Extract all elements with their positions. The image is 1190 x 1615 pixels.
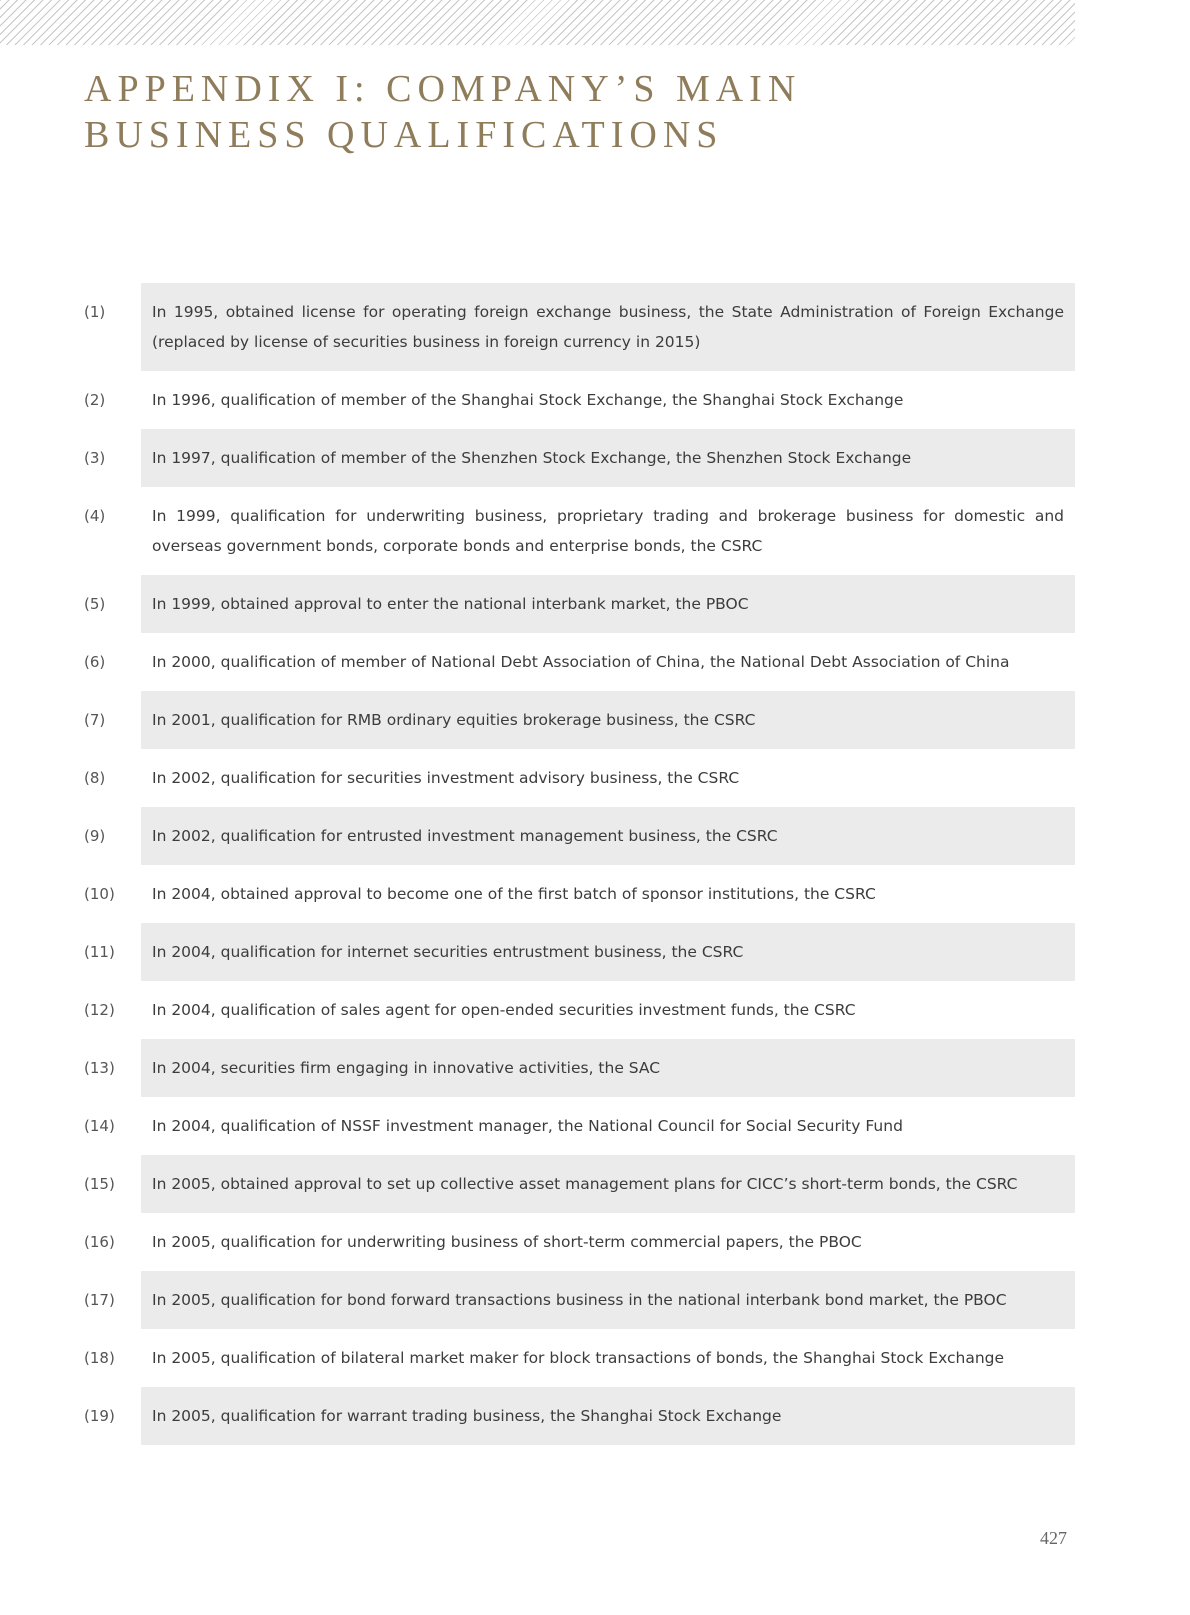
list-item — [0, 575, 1190, 633]
item-text: In 1999, qualification for underwriting business, proprietary trading and brokerage business for domestic and overseas government bonds, corporate bonds and enterprise bonds, the CSRC — [152, 507, 1064, 555]
item-box — [141, 283, 1075, 371]
list-item — [0, 807, 1190, 865]
item-text: In 1996, qualification of member of the Shanghai Stock Exchange, the Shanghai Stock Exchange — [152, 391, 904, 409]
item-text: In 2004, obtained approval to become one of the first batch of sponsor institutions, the CSRC — [152, 885, 876, 903]
list-item — [0, 487, 1190, 575]
list-item — [0, 1097, 1190, 1155]
item-number: (5) — [84, 595, 106, 613]
qualifications-list — [0, 283, 1190, 1445]
item-box — [141, 691, 1075, 749]
item-box — [141, 923, 1075, 981]
item-number: (8) — [84, 769, 106, 787]
item-number: (13) — [84, 1059, 115, 1077]
list-item — [0, 923, 1190, 981]
list-item — [0, 633, 1190, 691]
item-number: (6) — [84, 653, 106, 671]
list-item — [0, 1387, 1190, 1445]
item-number: (15) — [84, 1175, 115, 1193]
header-hatch-band — [0, 0, 1075, 45]
item-text: In 2002, qualification for securities investment advisory business, the CSRC — [152, 769, 740, 787]
list-item — [0, 1213, 1190, 1271]
item-number: (2) — [84, 391, 106, 409]
item-number: (1) — [84, 303, 106, 321]
item-number: (7) — [84, 711, 106, 729]
item-text: In 2005, obtained approval to set up collective asset management plans for CICC’s short-term bonds, the CSRC — [152, 1175, 1018, 1193]
item-number: (14) — [84, 1117, 115, 1135]
item-box — [141, 633, 1075, 691]
list-item — [0, 749, 1190, 807]
item-text: In 2004, securities firm engaging in innovative activities, the SAC — [152, 1059, 661, 1077]
item-box — [141, 981, 1075, 1039]
list-item — [0, 865, 1190, 923]
item-text: In 2005, qualification of bilateral market maker for block transactions of bonds, the Shanghai Stock Exchange — [152, 1349, 1005, 1367]
page-number: 427 — [1040, 1528, 1067, 1548]
list-item — [0, 283, 1190, 371]
list-item — [0, 1039, 1190, 1097]
item-text: In 2005, qualification for underwriting business of short-term commercial papers, the PBOC — [152, 1233, 862, 1251]
item-number: (10) — [84, 885, 115, 903]
item-text: In 2004, qualification of NSSF investment manager, the National Council for Social Security Fund — [152, 1117, 903, 1135]
item-text: In 1999, obtained approval to enter the national interbank market, the PBOC — [152, 595, 749, 613]
item-number: (12) — [84, 1001, 115, 1019]
item-box — [141, 1039, 1075, 1097]
item-box — [141, 1329, 1075, 1387]
item-text: In 1995, obtained license for operating foreign exchange business, the State Administration of Foreign Exchange (replaced by license of securities business in foreign currency in 2015) — [152, 303, 1064, 351]
item-box — [141, 865, 1075, 923]
list-item — [0, 1271, 1190, 1329]
item-number: (3) — [84, 449, 106, 467]
list-item — [0, 1329, 1190, 1387]
item-number: (17) — [84, 1291, 115, 1309]
page-title: APPENDIX I: COMPANY’S MAIN BUSINESS QUALIFICATIONS — [84, 68, 802, 156]
item-number: (4) — [84, 507, 106, 525]
item-number: (19) — [84, 1407, 115, 1425]
item-box — [141, 429, 1075, 487]
item-text: In 2000, qualification of member of National Debt Association of China, the National Debt Association of China — [152, 653, 1010, 671]
list-item — [0, 371, 1190, 429]
item-text: In 2001, qualification for RMB ordinary equities brokerage business, the CSRC — [152, 711, 756, 729]
item-text: In 2004, qualification of sales agent for open-ended securities investment funds, the CSRC — [152, 1001, 856, 1019]
item-text: In 2005, qualification for warrant trading business, the Shanghai Stock Exchange — [152, 1407, 782, 1425]
item-text: In 1997, qualification of member of the Shenzhen Stock Exchange, the Shenzhen Stock Exchange — [152, 449, 912, 467]
item-box — [141, 371, 1075, 429]
item-text: In 2004, qualification for internet securities entrustment business, the CSRC — [152, 943, 744, 961]
item-number: (16) — [84, 1233, 115, 1251]
list-item — [0, 1155, 1190, 1213]
item-box — [141, 1213, 1075, 1271]
item-text: In 2002, qualification for entrusted investment management business, the CSRC — [152, 827, 778, 845]
list-item — [0, 429, 1190, 487]
item-number: (18) — [84, 1349, 115, 1367]
item-text: In 2005, qualification for bond forward transactions business in the national interbank bond market, the PBOC — [152, 1291, 1007, 1309]
list-item — [0, 981, 1190, 1039]
item-box — [141, 749, 1075, 807]
item-box — [141, 1387, 1075, 1445]
item-box — [141, 487, 1075, 575]
item-box — [141, 1155, 1075, 1213]
item-number: (9) — [84, 827, 106, 845]
item-box — [141, 1271, 1075, 1329]
item-number: (11) — [84, 943, 115, 961]
item-box — [141, 575, 1075, 633]
list-item — [0, 691, 1190, 749]
item-box — [141, 1097, 1075, 1155]
item-box — [141, 807, 1075, 865]
